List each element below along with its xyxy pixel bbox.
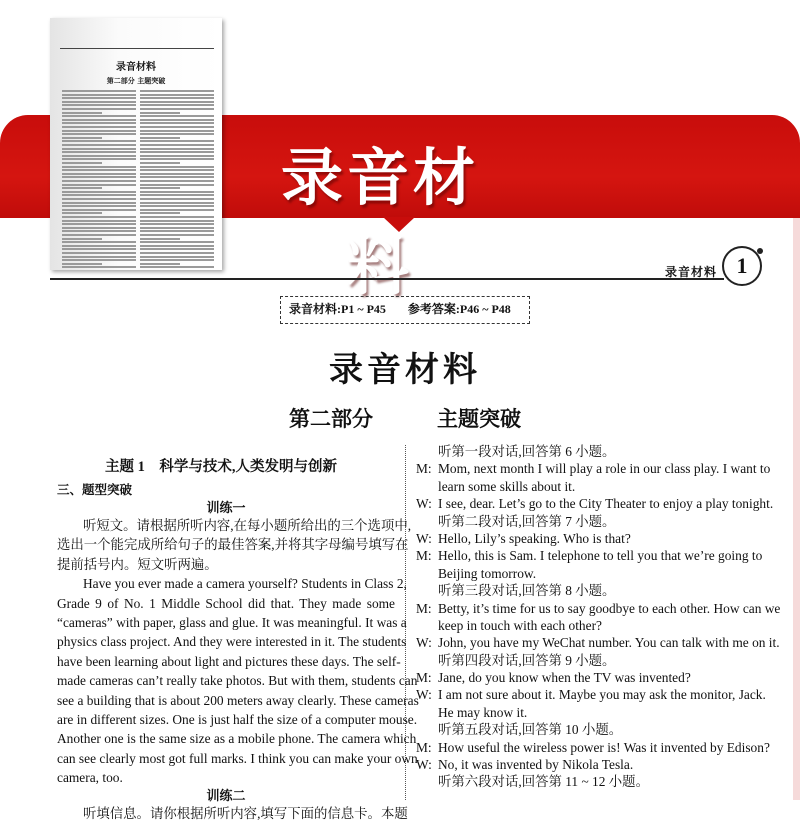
thumbnail-text-bar <box>140 194 214 196</box>
thumbnail-text-bar <box>140 151 214 153</box>
dialogue-heading <box>416 773 784 790</box>
thumbnail-text-bar <box>62 97 136 99</box>
thumbnail-text-bar <box>140 220 214 222</box>
thumbnail-text-bar <box>140 187 180 189</box>
thumbnail-text-bar <box>140 173 214 175</box>
dialogue-text: No, it was invented by Nikola Tesla. <box>438 757 634 773</box>
thumbnail-text-bar <box>62 220 136 222</box>
thumbnail-text-bar <box>140 238 180 240</box>
dialogue-text: John, you have my WeChat number. You can talk with me on it. <box>438 635 780 651</box>
dialogue-text: 听第三段对话,回答第 8 小题。 <box>438 583 616 599</box>
dialogue-text: How useful the wireless power is! Was it invented by Edison? <box>438 739 770 755</box>
thumbnail-text-bar <box>62 248 136 250</box>
thumbnail-text-bar <box>140 202 214 204</box>
speaker-label: M: <box>416 548 432 564</box>
thumbnail-text-bar <box>140 126 214 128</box>
speaker-label: M: <box>416 739 432 755</box>
thumbnail-text-bar <box>62 238 102 240</box>
dialogue-line <box>416 460 784 477</box>
dialogue-text: I see, dear. Let’s go to the City Theater to enjoy a play tonight. <box>438 496 774 512</box>
thumbnail-part: 第二部分 主题突破 <box>106 77 166 85</box>
dialogue-line <box>416 686 784 703</box>
passage-line: “cameras” with paper, glass and glue. It was meaningful. It was a <box>57 614 407 630</box>
thumbnail-text-bar <box>140 115 214 117</box>
dialogue-line <box>416 547 784 564</box>
dialogue-line <box>416 669 784 686</box>
thumbnail-text-bar <box>62 115 136 117</box>
dialogue-heading <box>416 443 784 460</box>
main-title: 录音材料 <box>329 350 481 390</box>
thumbnail-text-bar <box>140 256 214 258</box>
thumbnail-text-bar <box>140 133 214 135</box>
dialogue-line <box>416 739 784 756</box>
thumbnail-text-bar <box>62 245 136 247</box>
thumbnail-text-bar <box>62 191 136 193</box>
instruction-line: 提前括号内。短文听两遍。 <box>57 556 218 572</box>
thumbnail-text-bar <box>140 101 214 103</box>
thumbnail-text-bar <box>140 130 214 132</box>
thumbnail-text-bar <box>140 148 214 150</box>
dialogue-line <box>416 565 784 582</box>
thumbnail-text-bar <box>62 173 136 175</box>
dialogue-line <box>416 756 784 773</box>
thumbnail-text-bar <box>62 187 102 189</box>
passage-line: see a building that is about 200 meters away clearly. These cameras <box>57 692 419 708</box>
thumbnail-text-bar <box>62 234 136 236</box>
speaker-label: W: <box>416 757 432 773</box>
dialogue-line <box>416 704 784 721</box>
thumbnail-text-bar <box>140 137 180 139</box>
thumbnail-text-bar <box>140 205 214 207</box>
header-label: 录音材料 <box>665 265 718 279</box>
thumbnail-text-bar <box>62 198 136 200</box>
thumbnail-text-bar <box>140 104 214 106</box>
thumbnail-text-bar <box>62 166 136 168</box>
passage-line: can see clearly most got full marks. I think you can make your own <box>57 750 418 766</box>
exercise-heading: 训练一 <box>206 500 246 515</box>
thumbnail-text-bar <box>140 180 214 182</box>
dialogue-text: 听第四段对话,回答第 9 小题。 <box>438 652 616 668</box>
thumbnail-header-rule <box>60 48 214 49</box>
thumbnail-text-bar <box>140 140 214 142</box>
thumbnail-text-bar <box>140 212 180 214</box>
thumbnail-text-bar <box>62 101 136 103</box>
passage-line: made cameras can’t really take photos. But with them, students can <box>57 673 418 689</box>
instruction-line: 听填信息。请你根据所听内容,填写下面的信息卡。本题 <box>83 806 408 822</box>
thumbnail-text-bar <box>62 180 136 182</box>
thumbnail-text-bar <box>140 108 214 110</box>
page-number: 1 <box>722 246 762 286</box>
speaker-label: M: <box>416 670 432 686</box>
thumbnail-text-bar <box>62 230 136 232</box>
dialogue-line <box>416 634 784 651</box>
thumbnail-text-bar <box>140 112 180 114</box>
thumbnail-text-bar <box>140 266 214 268</box>
thumbnail-text-bar <box>140 259 214 261</box>
dialogue-text: 听第五段对话,回答第 10 小题。 <box>438 722 623 738</box>
thumbnail-text-bar <box>62 130 136 132</box>
speaker-label: M: <box>416 600 432 616</box>
part-title: 第二部分 主题突破 <box>289 406 521 431</box>
thumbnail-text-bar <box>140 227 214 229</box>
thumbnail-text-bar <box>140 230 214 232</box>
page-thumbnail <box>50 18 222 270</box>
thumbnail-text-bar <box>62 266 136 268</box>
thumbnail-text-bar <box>62 223 136 225</box>
dialogue-line <box>416 617 784 634</box>
thumbnail-text-bar <box>62 256 136 258</box>
dialogue-heading <box>416 652 784 669</box>
thumbnail-text-bar <box>140 209 214 211</box>
thumbnail-text-bar <box>62 169 136 171</box>
right-column <box>416 443 784 791</box>
thumbnail-text-bar <box>140 245 214 247</box>
dialogue-text: Jane, do you know when the TV was invented? <box>438 670 691 686</box>
dialogue-text: 听第六段对话,回答第 11 ~ 12 小题。 <box>438 774 649 790</box>
dialogue-text: 听第二段对话,回答第 7 小题。 <box>438 513 616 529</box>
thumbnail-text-bar <box>140 122 214 124</box>
thumbnail-text-bar <box>140 241 214 243</box>
speaker-label: W: <box>416 687 432 703</box>
passage-line: Have you ever made a camera yourself? Students in Class 2, <box>83 576 407 592</box>
passage-line: are in different sizes. One is just half the size of a computer mouse. <box>57 711 418 727</box>
thumbnail-text-bar <box>140 155 214 157</box>
thumbnail-text-bar <box>140 248 214 250</box>
dialogue-line <box>416 530 784 547</box>
thumbnail-text-bar <box>62 104 136 106</box>
thumbnail-text-bar <box>62 126 136 128</box>
thumbnail-text-bar <box>62 227 136 229</box>
thumbnail-text-bar <box>140 158 214 160</box>
passage-line: have been learning about light and pictures these days. The self- <box>57 653 401 669</box>
banner-title: 录音材料 <box>280 141 479 303</box>
thumbnail-text-bar <box>140 176 214 178</box>
dialogue-text: Mom, next month I will play a role in our class play. I want to <box>438 461 771 477</box>
speaker-label: W: <box>416 496 432 512</box>
dialogue-line <box>416 600 784 617</box>
thumbnail-text-bar <box>62 202 136 204</box>
page-range-box <box>280 296 530 324</box>
topic-heading: 主题 1 科学与技术,人类发明与创新 <box>105 459 337 475</box>
thumbnail-text-bar <box>62 151 136 153</box>
instruction-line: 选出一个能完成所给句子的最佳答案,并将其字母编号填写在 <box>57 537 409 553</box>
thumbnail-text-bar <box>62 158 136 160</box>
header-rule <box>50 278 724 280</box>
dialogue-text: Betty, it’s time for us to say goodbye to each other. How can we <box>438 600 781 616</box>
thumbnail-text-bar <box>62 241 136 243</box>
thumbnail-text-bar <box>62 184 136 186</box>
answers-range: 参考答案:P46 ~ P48 <box>407 302 511 316</box>
thumbnail-text-bar <box>62 263 102 265</box>
thumbnail-text-bar <box>140 191 214 193</box>
thumbnail-text-bar <box>140 162 180 164</box>
speaker-label: W: <box>416 635 432 651</box>
thumbnail-text-bar <box>140 97 214 99</box>
thumbnail-text-bar <box>62 108 136 110</box>
thumbnail-text-bar <box>62 259 136 261</box>
thumbnail-text-bar <box>140 119 214 121</box>
thumbnail-text-bar <box>62 94 136 96</box>
dialogue-heading <box>416 513 784 530</box>
thumbnail-text-bar <box>62 252 136 254</box>
thumbnail-text-bar <box>62 148 136 150</box>
thumbnail-text-bar <box>62 216 136 218</box>
exercise-heading: 训练二 <box>206 788 246 804</box>
thumbnail-text-bar <box>62 112 102 114</box>
thumbnail-text-bar <box>62 119 136 121</box>
thumbnail-text-bar <box>62 209 136 211</box>
section-heading: 三、题型突破 <box>57 483 133 497</box>
left-column <box>57 456 419 824</box>
thumbnail-text-bar <box>62 194 136 196</box>
dialogue-text: I am not sure about it. Maybe you may ask the monitor, Jack. <box>438 687 766 703</box>
passage-line: physics class project. And they were interested in it. The students <box>57 634 407 650</box>
dialogue-line <box>416 495 784 512</box>
thumbnail-text-bar <box>62 176 136 178</box>
dialogue-text: Beijing tomorrow. <box>438 565 537 581</box>
dialogue-text: Hello, Lily’s speaking. Who is that? <box>438 530 631 546</box>
passage-line: Another one is the same size as a mobile phone. The camera which <box>57 731 417 747</box>
instruction-line: 听短文。请根据所听内容,在每小题所给出的三个选项中, <box>83 518 412 533</box>
speaker-label: M: <box>416 461 432 477</box>
thumbnail-text-bar <box>62 122 136 124</box>
thumbnail-text-bar <box>62 205 136 207</box>
dialogue-text: Hello, this is Sam. I telephone to tell you that we’re going to <box>438 548 763 564</box>
dialogue-line <box>416 478 784 495</box>
speaker-label: W: <box>416 530 432 546</box>
thumbnail-text-bar <box>140 166 214 168</box>
dialogue-heading <box>416 721 784 738</box>
thumbnail-text-bar <box>140 184 214 186</box>
thumbnail-text-bar <box>140 144 214 146</box>
dialogue-text: learn some skills about it. <box>438 478 576 494</box>
thumbnail-text-bar <box>140 94 214 96</box>
thumbnail-text-bar <box>140 198 214 200</box>
passage-line: camera, too. <box>57 770 123 786</box>
thumbnail-text-bar <box>62 137 102 139</box>
dialogue-heading <box>416 582 784 599</box>
dialogue-text: keep in touch with each other? <box>438 617 602 633</box>
passage-line: Grade 9 of No. 1 Middle School did that. They made some <box>57 595 395 611</box>
thumbnail-text-bar <box>140 223 214 225</box>
thumbnail-text-bar <box>140 234 214 236</box>
thumbnail-text-bar <box>140 90 214 92</box>
thumbnail-text-bar <box>62 90 136 92</box>
thumbnail-text-bar <box>140 263 180 265</box>
thumbnail-text-bar <box>62 133 136 135</box>
thumbnail-text-bar <box>62 162 102 164</box>
dialogue-text: 听第一段对话,回答第 6 小题。 <box>438 444 616 459</box>
thumbnail-text-bar <box>140 252 214 254</box>
thumbnail-text-bar <box>140 169 214 171</box>
recording-range: 录音材料:P1 ~ P45 <box>289 302 386 316</box>
thumbnail-text-bar <box>62 144 136 146</box>
thumbnail-text-bar <box>62 155 136 157</box>
page-edge <box>793 218 800 800</box>
dialogue-text: He may know it. <box>438 704 528 720</box>
thumbnail-text-bar <box>62 140 136 142</box>
thumbnail-text-bar <box>140 216 214 218</box>
thumbnail-text-bar <box>62 212 102 214</box>
thumbnail-title: 录音材料 <box>116 62 156 73</box>
